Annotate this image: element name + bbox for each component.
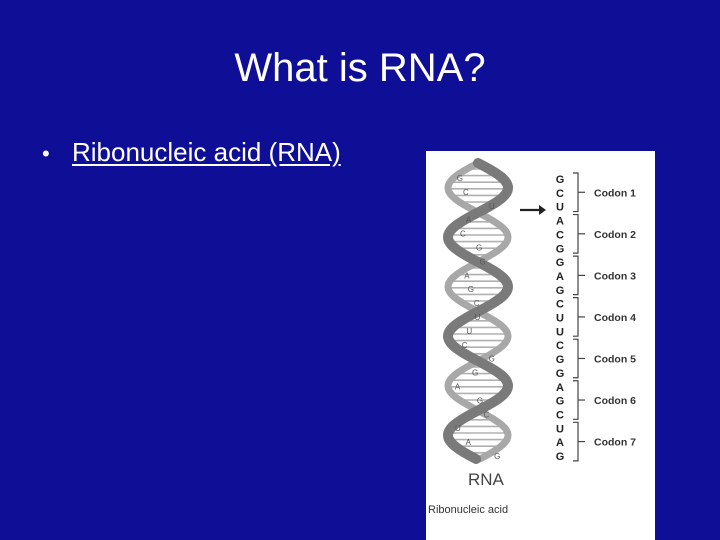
- sequence-letter: C: [556, 229, 564, 242]
- helix-base-letter: A: [454, 382, 461, 392]
- helix-front-strand: [448, 163, 508, 459]
- sequence-letter: A: [556, 215, 564, 228]
- sequence-letter: C: [556, 340, 564, 353]
- codon-label: Codon 5: [594, 353, 636, 366]
- bullet-marker: •: [42, 141, 50, 166]
- helix-base-letter: G: [476, 396, 484, 406]
- sequence-letter: C: [556, 298, 564, 311]
- sequence-letter: G: [555, 354, 565, 367]
- helix-base-letter: G: [479, 257, 486, 267]
- helix-base-letter: C: [461, 340, 468, 350]
- codon-label: Codon 1: [594, 187, 636, 200]
- bullet-link[interactable]: Ribonucleic acid (RNA): [72, 137, 341, 167]
- rna-label: RNA: [468, 470, 504, 489]
- sequence-letter: G: [555, 451, 565, 463]
- rna-figure: [426, 151, 655, 540]
- sequence-letter: G: [555, 174, 565, 186]
- sequence-letter: G: [555, 257, 565, 270]
- sequence-letter: U: [556, 326, 564, 339]
- rna-helix: [448, 163, 508, 459]
- codon-label: Codon 4: [594, 311, 636, 324]
- helix-base-letter: A: [464, 271, 470, 281]
- sequence-letter: A: [556, 437, 564, 450]
- bullet-item: [42, 136, 341, 170]
- codon-bracket: [573, 256, 578, 295]
- helix-base-letter: G: [456, 174, 463, 183]
- codon-label: Codon 2: [594, 228, 636, 241]
- codon-bracket: [573, 173, 578, 212]
- helix-base-letter: G: [472, 368, 479, 378]
- helix-base-letter: U: [454, 424, 461, 434]
- sequence-letter: U: [556, 423, 564, 436]
- helix-base-letter: C: [483, 410, 490, 420]
- helix-base-letter: C: [460, 229, 466, 239]
- figure-caption: Ribonucleic acid: [428, 504, 509, 516]
- codon-label: Codon 7: [594, 436, 636, 449]
- helix-base-letter: G: [475, 243, 483, 253]
- helix-base-letter: C: [463, 187, 469, 197]
- helix-base-letter: G: [467, 285, 475, 295]
- helix-base-letter: G: [494, 452, 501, 461]
- codon-bracket: [573, 339, 578, 378]
- sequence-letter: A: [556, 381, 564, 394]
- codon-label: Codon 6: [594, 395, 636, 408]
- sequence-letter: G: [555, 395, 565, 408]
- slide-title: What is RNA?: [234, 46, 486, 90]
- helix-base-letter: U: [474, 313, 481, 322]
- codon-labels: [594, 187, 636, 448]
- helix-base-letter: A: [465, 438, 472, 448]
- helix-base-letter: G: [488, 354, 495, 364]
- helix-base-letter: U: [489, 201, 495, 211]
- sequence-letter: G: [555, 284, 565, 297]
- codon-brackets: [573, 173, 585, 461]
- sequence-letter: A: [556, 270, 564, 283]
- sequence-letter: G: [555, 243, 565, 256]
- rna-sequence: [556, 174, 565, 463]
- arrow-head-icon: [539, 205, 546, 215]
- codon-bracket: [573, 422, 578, 461]
- sequence-letter: C: [556, 187, 564, 200]
- rna-diagram: [426, 151, 655, 540]
- sequence-letter: U: [556, 201, 564, 214]
- codon-bracket: [573, 215, 578, 254]
- codon-bracket: [573, 298, 578, 337]
- sequence-letter: U: [556, 312, 564, 325]
- helix-base-letter: A: [465, 215, 472, 225]
- helix-base-letter: C: [473, 299, 480, 309]
- sequence-letter: G: [555, 367, 565, 380]
- codon-bracket: [573, 381, 578, 420]
- sequence-letter: C: [556, 409, 564, 422]
- helix-base-letter: U: [466, 326, 473, 336]
- codon-label: Codon 3: [594, 270, 636, 283]
